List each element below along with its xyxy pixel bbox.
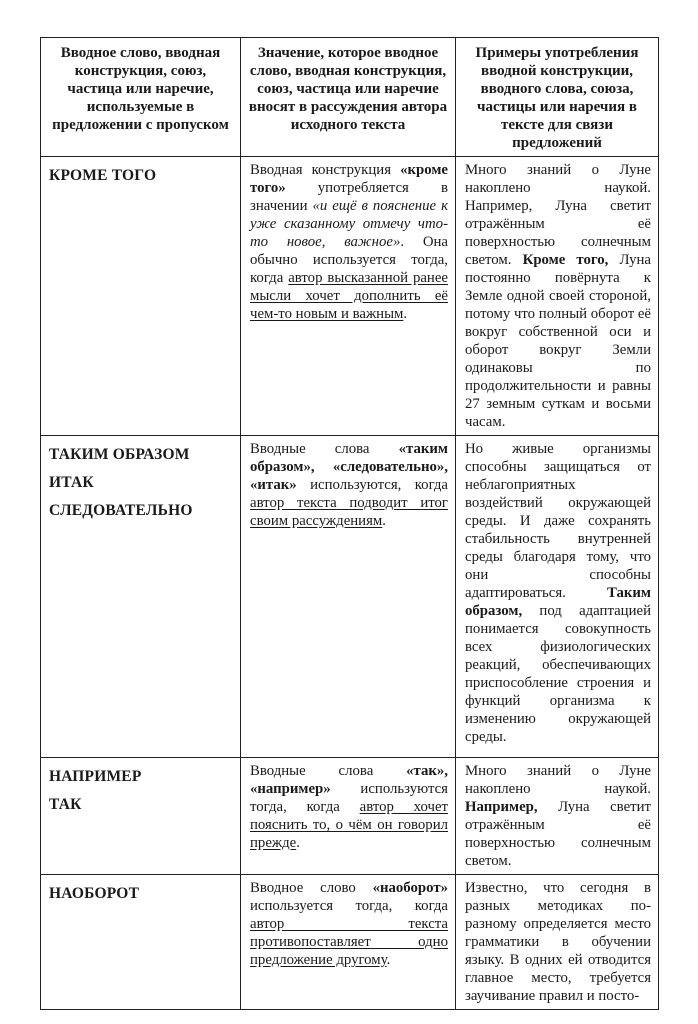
- example-cell: Известно, что сегодня в разных методиках по-разному определяется место грамматики в обучении языку. В одних ей отводится главное место, требуется заучивание правил и посто-: [456, 875, 659, 1010]
- example-cell: Много знаний о Луне накоплено наукой. Например, Луна светит отражённым её поверхностью солнечным светом. Кроме того, Луна постоянно повёрнута к Земле одной своей стороной, потому что полный оборот её вокруг собственной оси и оборот вокруг Земли одинаковы по продолжительности и равны 27 земным суткам и восьми часам.: [456, 157, 659, 436]
- header-term-column: Вводное слово, вводная конструкция, союз, частица или наречие, используемые в предложении с пропуском: [41, 38, 241, 157]
- table-row: [41, 157, 659, 436]
- table-row: [41, 758, 659, 875]
- meaning-cell: Вводное слово «наоборот» используется тогда, когда автор текста противопоставляет одно предложение другому.: [241, 875, 456, 1010]
- table-row: [41, 436, 659, 758]
- header-meaning-column: Значение, которое вводное слово, вводная конструкция, союз, частица или наречие вносят в рассуждения автора исходного текста: [241, 38, 456, 157]
- meaning-cell: Вводные слова «так», «например» используются тогда, когда автор хочет пояснить то, о чём он говорил прежде.: [241, 758, 456, 875]
- term-cell: КРОМЕ ТОГО: [41, 157, 241, 436]
- meaning-cell: Вводные слова «таким образом», «следовательно», «итак» используются, когда автор текста подводит итог своим рассуждениям.: [241, 436, 456, 758]
- table-body: [41, 157, 659, 1010]
- header-examples-column: Примеры употребления вводной конструкции, вводного слова, союза, частицы или наречия в тексте для связи предложений: [456, 38, 659, 157]
- term-cell: НАПРИМЕР ТАК: [41, 758, 241, 875]
- term-cell: НАОБОРОТ: [41, 875, 241, 1010]
- meaning-cell: Вводная конструкция «кроме того» употребляется в значении «и ещё в пояснение к уже сказанному отмечу что-то новое, важное». Она обычно используется тогда, когда автор высказанной ранее мысли хочет дополнить её чем-то новым и важным.: [241, 157, 456, 436]
- example-cell: Много знаний о Луне накоплено наукой. Например, Луна светит отражённым её поверхностью солнечным светом.: [456, 758, 659, 875]
- intro-words-table: [40, 37, 659, 1010]
- table-row: [41, 875, 659, 1010]
- example-cell: Но живые организмы способны защищаться от неблагоприятных воздействий окружающей среды. И даже сохранять стабильность внутренней среды благодаря тому, что они способны адаптироваться. Таким образом, под адаптацией понимается совокупность всех физиологических реакций, обеспечивающих приспособление строения и функций организма к изменению окружающей среды.: [456, 436, 659, 758]
- term-cell: ТАКИМ ОБРАЗОМ ИТАК СЛЕДОВАТЕЛЬНО: [41, 436, 241, 758]
- table-header-row: [41, 38, 659, 157]
